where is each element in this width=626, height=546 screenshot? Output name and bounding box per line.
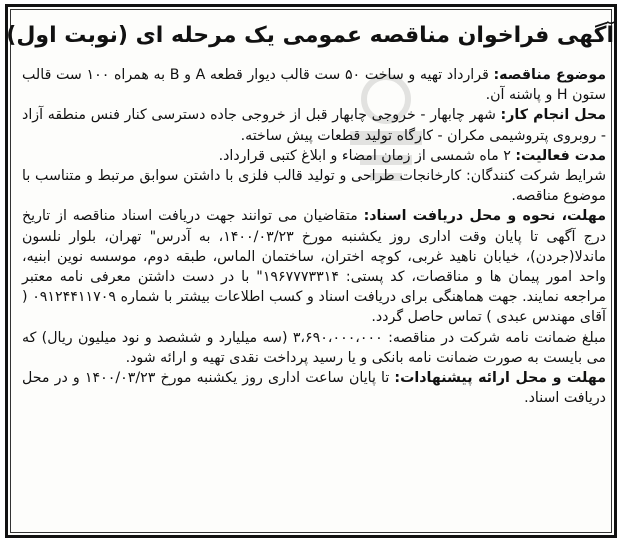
documents-receipt-paragraph: [22, 206, 606, 327]
guarantee-amount-paragraph: [22, 328, 606, 368]
activity-duration-label: مدت فعالیت:: [515, 147, 606, 164]
proposal-submission-text: تا پایان ساعت اداری روز یکشنبه مورخ ۱۴۰۰/۰۳/۲۳ و در محل دریافت اسناد.: [22, 370, 606, 407]
participant-conditions-text: شرایط شرکت کنندگان: کارخانجات طراحی و تولید قالب فلزی با داشتن سوابق مرتبط و متناسب با موضوع مناقصه.: [22, 168, 606, 205]
tender-subject-text: قرارداد تهیه و ساخت ۵۰ ست قالب دیوار قطعه A و B به همراه ۱۰۰ ست قالب ستون H و پاشنه آن.: [22, 67, 606, 104]
participant-conditions-paragraph: [22, 166, 606, 206]
tender-subject-label: موضوع مناقصه:: [493, 67, 606, 83]
tender-ad-frame: [5, 4, 617, 538]
activity-duration-paragraph: [22, 146, 606, 166]
guarantee-amount-text: مبلغ ضمانت نامه شرکت در مناقصه: ۳،۶۹۰،۰۰۰،۰۰۰ (سه میلیارد و ششصد و نود میلیون ریال) که می بایست به صورت ضمانت نامه بانکی و یا رسید پرداخت نقدی تهیه و ارائه شود.: [22, 329, 606, 366]
ad-title: آگهی فراخوان مناقصه عمومی یک مرحله ای (نوبت اول): [6, 23, 614, 48]
ad-body: [22, 65, 606, 408]
work-location-text: شهر چابهار - خروجی چابهار قبل از خروجی جاده دسترسی کنار فنس منطقه آزاد - روبروی پتروشیمی مکران - کارگاه تولید قطعات پیش ساخته.: [22, 107, 606, 144]
work-location-paragraph: [22, 105, 606, 145]
tender-subject-paragraph: [22, 65, 606, 105]
proposal-submission-paragraph: [22, 368, 606, 408]
documents-receipt-label: مهلت، نحوه و محل دریافت اسناد:: [363, 208, 606, 225]
activity-duration-text: ۲ ماه شمسی از زمان امضاء و ابلاغ کتبی قرارداد.: [218, 147, 516, 164]
work-location-label: محل انجام کار:: [500, 107, 606, 124]
documents-receipt-text: متقاضیان می توانند جهت دریافت اسناد مناقصه از تاریخ درج آگهی تا پایان وقت اداری روز یکشنبه مورخ ۱۴۰۰/۰۳/۲۳، به آدرس" تهران، بلوار نلسون ماندلا(جردن)، خیابان ناهید غربی، کوچه اختران، ساختمان الماس، طبقه دوم، موسسه نوین ابنیه، واحد امور پیمان ها و مناقصات، کد پستی: ۱۹۶۷۷۷۳۳۱۴" با در دست داشتن معرفی نامه معتبر مراجعه نمایند. جهت هماهنگی برای دریافت اسناد و کسب اطلاعات بیشتر با شماره ۰۹۱۲۴۴۱۱۷۰۹ ( آقای مهندس عبدی ) تماس حاصل گردد.: [22, 208, 607, 326]
proposal-submission-label: مهلت و محل ارائه پیشنهادات:: [394, 370, 606, 387]
